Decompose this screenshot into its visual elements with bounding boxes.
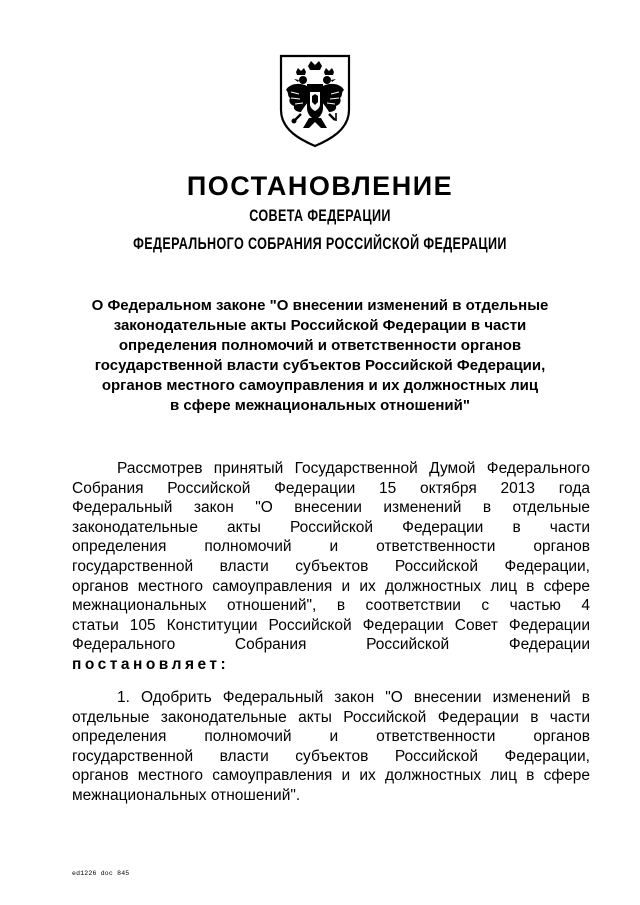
subject-line: органов местного самоуправления и их должностных лиц — [101, 377, 539, 394]
paragraph-line: органов местного самоуправления и их должностных лиц в сфере — [72, 577, 590, 595]
paragraph-line: Собрания Российской Федерации 15 октября 2013 года — [72, 479, 590, 497]
document-code: ed1226 doc 845 — [72, 870, 130, 877]
item-1-paragraph — [72, 688, 590, 806]
issuing-body-line1: СОВЕТА ФЕДЕРАЦИИ — [249, 206, 391, 225]
decree-word: постановляет: — [72, 655, 230, 673]
paragraph-line: 1. Одобрить Федеральный закон "О внесении изменений в — [117, 689, 590, 706]
paragraph-line: государственной власти субъектов Российской Федерации, — [72, 557, 590, 575]
paragraph-line: межнациональных отношений". — [72, 786, 301, 804]
paragraph-line: Федерального Собрания Российской Федерации — [72, 636, 590, 654]
issuing-body-line2: ФЕДЕРАЛЬНОГО СОБРАНИЯ РОССИЙСКОЙ ФЕДЕРАЦИИ — [133, 234, 507, 253]
subject-line: О Федеральном законе "О внесении изменений в отдельные — [91, 297, 549, 314]
paragraph-line: определения полномочий и ответственности органов — [72, 728, 590, 746]
paragraph-line: органов местного самоуправления и их должностных лиц в сфере — [72, 767, 590, 785]
paragraph-line: определения полномочий и ответственности органов — [72, 538, 590, 556]
subject-line: определения полномочий и ответственности органов — [118, 337, 522, 354]
paragraph-line: государственной власти субъектов Российской Федерации, — [72, 747, 590, 765]
paragraph-line: статьи 105 Конституции Российской Федерации Совет Федерации — [72, 616, 590, 634]
paragraph-line: межнациональных отношений", в соответствии с частью 4 — [72, 597, 590, 615]
subject-line: в сфере межнациональных отношений" — [170, 397, 470, 414]
subject-line: государственной власти субъектов Российской Федерации, — [94, 357, 546, 374]
document-title: ПОСТАНОВЛЕНИЕ — [186, 171, 454, 201]
paragraph-line: Федеральный закон "О внесении изменений в отдельные — [72, 499, 590, 517]
coat-of-arms-emblem-icon — [277, 52, 353, 148]
preamble-paragraph — [72, 459, 590, 675]
paragraph-line: законодательные акты Российской Федерации в части — [72, 518, 590, 536]
paragraph-line: отдельные законодательные акты Российской Федерации в части — [72, 708, 590, 726]
subject-line: законодательные акты Российской Федерации в части — [113, 317, 527, 334]
paragraph-line: Рассмотрев принятый Государственной Думой Федерального — [117, 460, 590, 477]
document-subject — [70, 296, 570, 416]
